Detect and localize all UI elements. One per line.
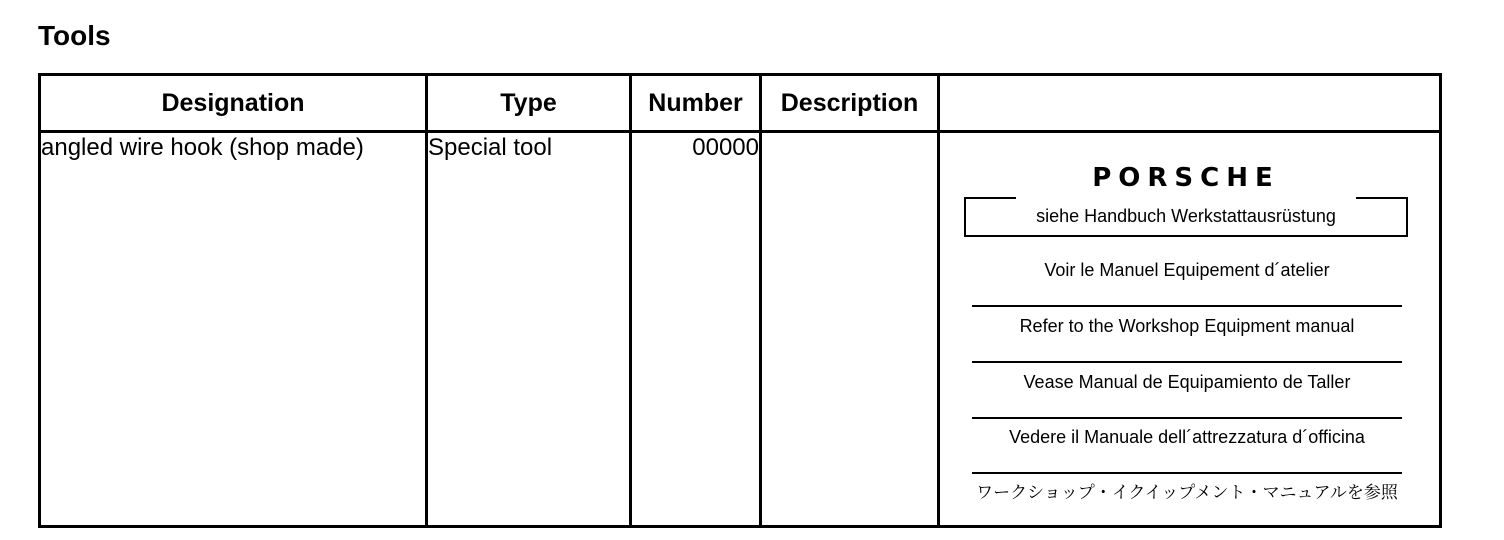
frame-line-right: [1356, 197, 1408, 199]
reference-line-french: Voir le Manuel Equipement d´atelier: [972, 253, 1402, 307]
section-title: Tools: [38, 20, 111, 51]
cell-designation: angled wire hook (shop made): [40, 132, 427, 527]
reference-line-english: Refer to the Workshop Equipment manual: [972, 309, 1402, 363]
table-header-row: [40, 75, 1441, 132]
column-header-description: Description: [761, 75, 939, 132]
column-header-number: Number: [631, 75, 761, 132]
frame-side-right: [1406, 197, 1408, 237]
reference-line-german: siehe Handbuch Werkstattausrüstung: [966, 201, 1406, 237]
tools-table: [38, 73, 1442, 528]
frame-line-left: [964, 197, 1016, 199]
column-header-type: Type: [427, 75, 631, 132]
cell-number: 00000: [631, 132, 761, 527]
table-row: [40, 132, 1441, 527]
porsche-logo: PORSCHE: [1092, 163, 1280, 193]
cell-reference-image: [939, 132, 1441, 527]
workshop-manual-reference: [964, 161, 1408, 521]
column-header-designation: Designation: [40, 75, 427, 132]
cell-type: Special tool: [427, 132, 631, 527]
reference-line-italian: Vedere il Manuale dell´attrezzatura d´officina: [972, 420, 1402, 474]
column-header-image: [939, 75, 1441, 132]
cell-description: [761, 132, 939, 527]
reference-line-japanese: ワークショップ・イクイップメント・マニュアルを参照: [976, 483, 1398, 502]
reference-line-spanish: Vease Manual de Equipamiento de Taller: [972, 365, 1402, 419]
